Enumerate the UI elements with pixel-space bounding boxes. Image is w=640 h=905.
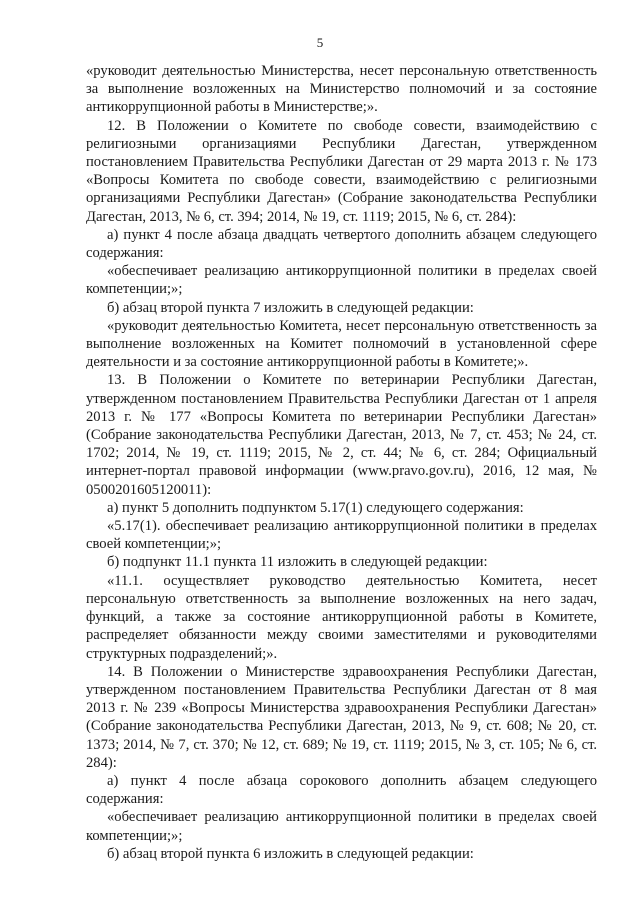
- paragraph-item-13-a: а) пункт 5 дополнить подпунктом 5.17(1) следующего содержания:: [107, 499, 524, 516]
- paragraph-item-12-b: б) абзац второй пункта 7 изложить в следующей редакции:: [107, 299, 474, 316]
- page-number: 5: [316, 35, 324, 50]
- paragraph-item-13-a-quote: «5.17(1). обеспечивает реализацию антикоррупционной политики в пределах своей компетенции;»;: [86, 518, 597, 553]
- document-body: [86, 62, 597, 863]
- paragraph-item-12: 12. В Положении о Комитете по свободе совести, взаимодействию с религиозными организациями Республики Дагестан, утвержденном постановлением Правительства Республики Дагестан от 29 марта 2013 г. № 173 «Вопросы Комитета по свободе совести, взаимодействию с религиозными организациями Республики Дагестан» (Собрание законодательства Республики Дагестан, 2013, № 6, ст. 394; 2014, № 19, ст. 1119; 2015, № 6, ст. 284):: [86, 117, 597, 225]
- paragraph-item-14-b: б) абзац второй пункта 6 изложить в следующей редакции:: [107, 845, 474, 862]
- paragraph-item-12-a-quote: «обеспечивает реализацию антикоррупционной политики в пределах своей компетенции;»;: [86, 263, 597, 298]
- paragraph-item-14-a: а) пункт 4 после абзаца сорокового дополнить абзацем следующего содержания:: [86, 772, 597, 808]
- paragraph-item-13-b-quote: «11.1. осуществляет руководство деятельностью Комитета, несет персональную ответственность за выполнение возложенных на него задач, функций, а также за состояние антикоррупционной работы в Комитете, распределяет обязанности между своими заместителями и руководителями структурных подразделений;».: [86, 572, 597, 662]
- paragraph-item-13-b: б) подпункт 11.1 пункта 11 изложить в следующей редакции:: [107, 554, 488, 571]
- paragraph-item-12-a: а) пункт 4 после абзаца двадцать четвертого дополнить абзацем следующего содержания:: [86, 226, 597, 262]
- paragraph-quote-ministry-head: «руководит деятельностью Министерства, несет персональную ответственность за выполнение возложенных на Министерство полномочий и за состояние антикоррупционной работы в Министерстве;».: [86, 63, 597, 116]
- paragraph-item-13: 13. В Положении о Комитете по ветеринарии Республики Дагестан, утвержденном постановлением Правительства Республики Дагестан от 1 апреля 2013 г. № 177 «Вопросы Комитета по ветеринарии Республики Дагестан» (Собрание законодательства Республики Дагестан, 2013, № 7, ст. 453; № 24, ст. 1702; 2014, № 19, ст. 1119; 2015, № 2, ст. 44; № 6, ст. 284; Официальный интернет-портал правовой информации (www.pravo.gov.ru), 2016, 12 мая, № 0500201605120011):: [86, 372, 597, 498]
- paragraph-item-14: 14. В Положении о Министерстве здравоохранения Республики Дагестан, утвержденном постановлением Правительства Республики Дагестан от 8 мая 2013 г. № 239 «Вопросы Министерства здравоохранения Республики Дагестан» (Собрание законодательства Республики Дагестан, 2013, № 9, ст. 608; № 20, ст. 1373; 2014, № 7, ст. 370; № 12, ст. 689; № 19, ст. 1119; 2015, № 3, ст. 105; № 6, ст. 284):: [86, 663, 597, 771]
- paragraph-item-12-b-quote: «руководит деятельностью Комитета, несет персональную ответственность за выполнение возложенных на Комитет полномочий в установленной сфере деятельности и за состояние антикоррупционной работы в Комитете;».: [86, 317, 597, 371]
- paragraph-item-14-a-quote: «обеспечивает реализацию антикоррупционной политики в пределах своей компетенции;»;: [86, 809, 597, 844]
